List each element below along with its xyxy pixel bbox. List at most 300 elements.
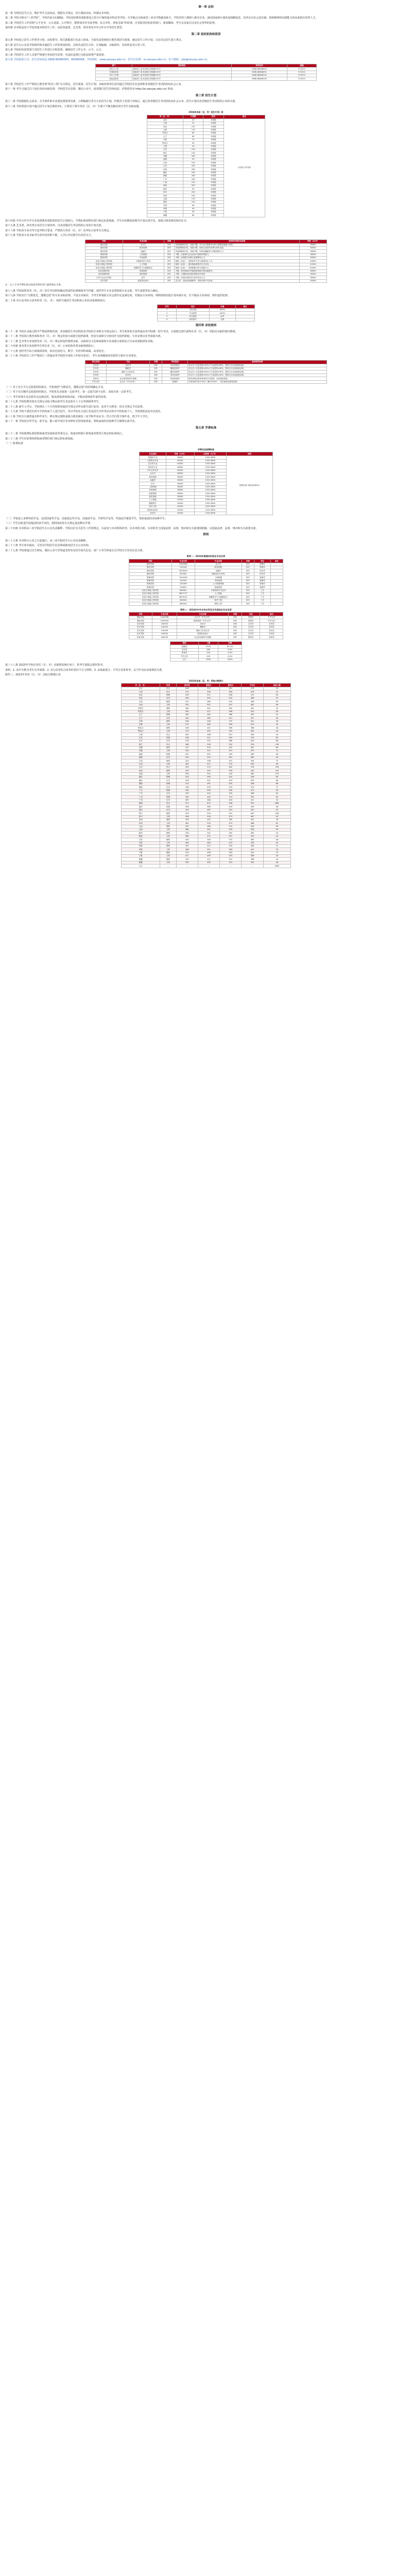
table-cell: 本科批 xyxy=(203,128,224,131)
table-cell: 138 xyxy=(263,743,290,746)
table-cell: 498 xyxy=(220,802,242,805)
table-cell: 湖南 xyxy=(122,786,160,789)
table-cell: 辽宁 xyxy=(122,713,160,716)
table-cell: 上海 xyxy=(122,733,160,736)
table-cell: 安徽 xyxy=(147,155,183,158)
table-cell: 管理学 xyxy=(254,566,270,569)
table-cell: 酒店管理 xyxy=(140,495,166,498)
table-cell: 信息与智能工程学院 xyxy=(129,596,172,599)
table-cell: 财经学院 xyxy=(129,563,172,566)
table-cell: 四年 xyxy=(242,599,254,602)
table-cell: 会计学 xyxy=(140,472,166,476)
table-cell: 407 xyxy=(176,808,198,811)
table-cell: — xyxy=(160,865,176,868)
article-24: 第二十四条 体育类专业按照考生所在省（区、市）公布的体育类录取规则执行。 xyxy=(5,345,96,348)
table-row xyxy=(158,318,255,321)
table-cell: 448 xyxy=(198,720,219,723)
table-cell: 吉林 xyxy=(147,138,183,141)
table-cell: 艺术学院 xyxy=(129,629,152,632)
table-cell: 1200-3600 xyxy=(194,466,226,469)
score_table-header-cell: 录取人数 xyxy=(263,684,290,687)
table-cell: 经济学 xyxy=(254,569,270,572)
table-cell: 558 xyxy=(198,743,219,746)
table-cell: 60 xyxy=(183,132,203,135)
table-cell: 366 xyxy=(176,848,198,851)
table-cell: 旅游管理 xyxy=(123,269,164,273)
table-cell: 云南 xyxy=(122,825,160,828)
table-cell: 文科 xyxy=(160,835,176,838)
fee_table-header-cell: 学费（元/年） xyxy=(166,452,194,456)
table-cell: 519 xyxy=(198,766,219,769)
table-cell: 本科批 xyxy=(203,164,224,167)
article-32: 第三十二条 学校收费标准按照海南省发展和改革委员会、海南省财政厅和海南省教育厅核定的标准执行。 xyxy=(5,432,125,436)
chapter-1-title: 第一章 总则 xyxy=(198,6,214,9)
table-cell: 54 xyxy=(263,799,290,802)
table-cell: 90 xyxy=(183,142,203,145)
table-cell: 443 xyxy=(220,779,242,782)
table-cell: 财经学院 xyxy=(85,243,123,246)
table-cell: 四年 xyxy=(229,626,242,629)
table-cell: ≥60% xyxy=(209,308,235,311)
table-cell: 音乐学 xyxy=(177,622,229,625)
table-cell: — xyxy=(220,865,242,868)
table-cell: 管理学 xyxy=(254,582,270,585)
table-cell: 1200-3600 xyxy=(194,462,226,465)
table-cell: 4.0% xyxy=(218,652,242,655)
table-cell: 视觉传达设计 xyxy=(140,509,166,512)
table-cell: 18 xyxy=(263,687,290,690)
table-cell: 482 xyxy=(242,756,263,759)
fee-table-wrap xyxy=(5,448,407,515)
table-cell: 理科 xyxy=(160,838,176,841)
table-cell: 网络工程 xyxy=(195,602,242,605)
table-cell: 本科批 xyxy=(203,148,224,151)
table-cell: 本科批 xyxy=(203,181,224,184)
table-cell: 四年 xyxy=(242,589,254,592)
article-25: 第二十五条 进档考生综合成绩相同时，依次比较语文、数学、外语单科成绩，高者优先。 xyxy=(5,349,107,353)
table-cell: 458 xyxy=(220,693,242,697)
table-row xyxy=(85,279,327,282)
table-cell: 375 xyxy=(176,730,198,733)
chapter-4-title: 第四章 录取规则 xyxy=(195,324,217,328)
table-row xyxy=(170,658,242,661)
small2-table xyxy=(170,641,242,662)
table-cell: 498 xyxy=(198,759,219,762)
table-cell: 432 xyxy=(220,782,242,785)
major_table-header-cell: 选考科目要求及说明 xyxy=(175,240,299,243)
table-cell: 461 xyxy=(176,822,198,825)
table-cell: 120601 xyxy=(171,586,195,589)
table-cell: 20 xyxy=(183,118,203,122)
rule-2: （二）对于实行顺序志愿投档的批次，学校优先录取第一志愿考生；第一志愿生源不足时，录取非第一志愿考生。 xyxy=(5,391,134,394)
table-cell: 307 xyxy=(176,844,198,848)
table-cell: 北京 xyxy=(122,687,160,690)
table-cell: 历史 xyxy=(160,786,176,789)
table-cell: 财经学院 xyxy=(85,250,123,253)
table-cell: 物理 xyxy=(160,776,176,779)
table-cell: 488 xyxy=(176,743,198,746)
table-cell: 管理学院 xyxy=(129,579,172,582)
table-cell: 439 xyxy=(176,789,198,792)
table-cell: 421 xyxy=(220,717,242,720)
table-cell: 509 xyxy=(198,786,219,789)
table-cell: 401 xyxy=(242,848,263,851)
table-cell: 471 xyxy=(198,710,219,713)
table-cell: 四年 xyxy=(242,602,254,605)
table-cell: 工学 xyxy=(254,602,270,605)
table-cell: 安徽 xyxy=(122,750,160,753)
major_table-header-cell: 学院 xyxy=(85,240,123,243)
table-cell: 市场营销 xyxy=(195,579,242,582)
table-cell: 四年 xyxy=(229,632,242,635)
table-cell: 招生办公室 xyxy=(96,67,132,71)
chapter-2-title: 第二章 组织机构和职责 xyxy=(191,32,221,36)
table-cell: 900 xyxy=(183,184,203,188)
score_table-header-cell: 平均分 xyxy=(242,684,263,687)
table-cell: 0898-88386135 xyxy=(232,77,287,80)
table-cell: 389 xyxy=(176,835,198,838)
table-cell: 四年 xyxy=(150,374,162,377)
table-cell: 湖北 xyxy=(122,779,160,782)
table-cell: 管理学院 xyxy=(85,253,123,256)
table-cell: 甘肃 xyxy=(122,841,160,844)
table-cell: 45000 xyxy=(299,279,327,282)
table-cell: 管理学院 xyxy=(85,257,123,260)
table-cell: 综合 xyxy=(160,802,176,805)
table-cell: 不限；注重现代企业运营与管理决策能力。 xyxy=(175,253,299,256)
table-cell: 433 xyxy=(176,812,198,815)
table-cell: 499 xyxy=(198,855,219,858)
table-cell: 120202 xyxy=(171,579,195,582)
table-cell: 金融学 xyxy=(195,569,242,572)
table-cell: 四年 xyxy=(229,622,242,625)
table-cell: 艺术类，须参加省级统考；成绩合格方可录取。 xyxy=(175,279,299,282)
table-cell: 40 xyxy=(183,211,203,214)
table-cell: 工学 xyxy=(254,589,270,592)
table-cell: 物理 xyxy=(160,782,176,785)
table-cell: 405 xyxy=(176,825,198,828)
table-cell: 江西 xyxy=(147,161,183,164)
table-cell: 48 xyxy=(263,703,290,706)
table-cell: 404 xyxy=(176,717,198,720)
rule-3: （三）考生所填专业志愿均无法满足时，服从调剂者调剂录取，不服从调剂者作退档处理。 xyxy=(5,395,109,399)
small_table-header-cell: 序号 xyxy=(158,305,177,309)
table-cell: 130 xyxy=(183,161,203,164)
table-cell: 886 xyxy=(263,802,290,805)
table-cell: 本科批 xyxy=(203,184,224,188)
article-14: 第十四条 中外合作办学专业按照教育部批准的招生计划执行，学费标准按物价部门核定标准收取。学生在校期间按教学计划完成学业，成绩合格者颁发相应证书。 xyxy=(5,219,189,223)
table-cell: 461 xyxy=(242,703,263,706)
table-cell: 484 xyxy=(198,841,219,844)
table-cell: 信息与智能工程学院 xyxy=(85,266,123,269)
table-cell: 48 xyxy=(263,838,290,841)
major-list2-caption: 附件二：2024年中外合作办学及艺术类招生专业目录 xyxy=(180,608,232,611)
table-cell: 458 xyxy=(242,855,263,858)
table-cell: 80 xyxy=(263,736,290,739)
table-cell: 466 xyxy=(242,697,263,700)
table-cell: 42 xyxy=(263,713,290,716)
art-table xyxy=(85,360,327,384)
table-cell xyxy=(235,318,254,321)
table-cell: 80 xyxy=(183,214,203,217)
table-cell: 天津 xyxy=(122,690,160,693)
table-cell: 54 xyxy=(263,832,290,835)
table-cell: 1200-3600 xyxy=(194,512,226,515)
table-cell: 412 xyxy=(242,723,263,726)
table-cell: 346 xyxy=(176,726,198,730)
table-cell: 艺术类 xyxy=(260,626,283,629)
table-cell: 本科批 xyxy=(203,174,224,177)
table-cell: 陕西 xyxy=(122,832,160,835)
table-cell: 云南 xyxy=(122,828,160,832)
article-16: 第十六条 学校各专业对考生选考科目要求，严格执行各省（区、市）高考综合改革有关规定。 xyxy=(5,229,112,232)
table-cell: 综合 xyxy=(160,743,176,746)
table-cell: 492 xyxy=(198,769,219,772)
table-cell: 424 xyxy=(176,759,198,762)
table-cell: 文科 xyxy=(160,723,176,726)
table-cell: 四年 xyxy=(164,279,175,282)
article-35: 第三十五条 本章程自公布之日起施行，由三亚学院招生办公室负责解释。 xyxy=(5,539,89,543)
table-cell: 459 xyxy=(242,779,263,782)
table-cell: 499 xyxy=(198,776,219,779)
table-cell: 山西 xyxy=(147,128,183,131)
table-cell: 新疆 xyxy=(122,858,160,861)
table-cell: 36 xyxy=(263,717,290,720)
table-cell: 本科批 xyxy=(203,125,224,128)
table-cell: 艺术学 xyxy=(242,629,260,632)
table-cell: 499 xyxy=(242,739,263,742)
table-cell: 451 xyxy=(220,812,242,815)
table-cell: 459 xyxy=(198,730,219,733)
table-cell: 1200-3600 xyxy=(194,472,226,476)
table-cell: 452 xyxy=(220,697,242,700)
article-21: 第二十一条 学校在录取过程中严格按照教育部、各省级招生考试机构及学校招生章程有关规定执行。考生须参加全国普通高等学校统一招生考试，且成绩达到生源所在省（区、市）同批次录取控制分数线。 xyxy=(5,330,238,333)
table-cell: 430 xyxy=(176,697,198,700)
table-cell: 471 xyxy=(242,789,263,792)
table-cell: 江西 xyxy=(122,762,160,766)
article-13: 第十三条 学校预留计划不超过招生计划总数的1%，主要用于调节各省（区、市）生源不平衡及解决同分考生录取问题。 xyxy=(5,105,142,108)
table-cell: 36000 xyxy=(166,488,194,492)
table-cell: 486 xyxy=(220,739,242,742)
table-cell: 本科批 xyxy=(203,171,224,174)
contact_table-header-cell: 咨询电话 xyxy=(232,64,287,67)
table-cell: 50 xyxy=(263,828,290,832)
table-cell: 文科 xyxy=(160,730,176,733)
table-cell: 509 xyxy=(198,789,219,792)
table-cell: 湖南 xyxy=(147,174,183,177)
table-cell: 443 xyxy=(220,855,242,858)
table-cell: 38000 xyxy=(166,466,194,469)
table-cell: 446 xyxy=(198,838,219,841)
table-cell: 国际学院 xyxy=(129,619,152,622)
table-cell: 40000 xyxy=(299,266,327,269)
table-cell: 四年 xyxy=(150,364,162,367)
table-cell: 36000 xyxy=(166,495,194,498)
major_list2-header-cell: 学制 xyxy=(229,613,242,616)
plan_table-header-cell: 批次 xyxy=(203,115,224,118)
table-cell: 广东 xyxy=(122,792,160,795)
small_table-header-cell: 项目 xyxy=(177,305,209,309)
art_table-header-cell: 学制 xyxy=(150,360,162,364)
table-cell: 理科 xyxy=(160,818,176,821)
table-cell: 45000 xyxy=(166,512,194,515)
article-15: 第十五条 艺术类、体育类专业招生计划单列，以各省级招生考试机构公布的计划为准。 xyxy=(5,224,104,228)
table-cell: 艺术学 xyxy=(242,622,260,625)
table-cell: 山东 xyxy=(147,164,183,167)
table-cell: 本科批 xyxy=(203,191,224,194)
table-cell: 艺术类 xyxy=(260,622,283,625)
table-cell: 旅业管理学院 xyxy=(85,273,123,276)
table-cell: 历史 xyxy=(160,799,176,802)
table-cell: 36000 xyxy=(299,257,327,260)
table-cell: 四年 xyxy=(164,243,175,246)
table-cell: 河北 xyxy=(122,697,160,700)
table-cell: 首选物理或历史，再选不限；面向企业财务决策与资本运营。 xyxy=(175,246,299,249)
table-cell: 130502 xyxy=(152,632,177,635)
table-cell: 392 xyxy=(176,710,198,713)
table-cell: 463 xyxy=(220,736,242,739)
table-cell: 36000 xyxy=(299,269,327,273)
table-cell: 河南 xyxy=(122,772,160,775)
table-cell: 431 xyxy=(176,753,198,756)
table-cell: 448 xyxy=(242,782,263,785)
table-cell: 409 xyxy=(242,730,263,733)
table-cell: 472 xyxy=(242,693,263,697)
table-cell: 356 xyxy=(242,844,263,848)
table-cell: 中外合作 xyxy=(260,616,283,619)
table-cell: 理科 xyxy=(160,825,176,828)
table-row xyxy=(129,636,283,639)
table-cell: 020301K xyxy=(171,569,195,572)
article-10: 第十条 学校招生工作严格执行教育部“阳光工程”有关规定，招生政策、招生计划、录取结果等信息均通过学校招生信息网和各省级招生考试机构向社会公布。 xyxy=(5,82,184,86)
table-cell: 040203 xyxy=(152,636,177,639)
table-row xyxy=(96,77,317,80)
contact-info[interactable]: 第九条 学校联系方式：招生咨询电话 0898-88386000、88386068；学校网址：www.sanyau.edu.cn；招生信息网：zs.sanyau.edu.cn；电子邮箱：zsb@sanyau.edu.cn。 xyxy=(5,58,210,61)
article-1: 第一条 为规范招生行为，维护考生合法权益，根据有关规定，结合我校实际，特制定本章程。 xyxy=(5,11,112,15)
table-cell: 374 xyxy=(220,795,242,799)
table-cell: 36000 xyxy=(299,273,327,276)
table-cell: 广西 xyxy=(122,795,160,799)
small2-header-cell: 比例 xyxy=(218,641,242,645)
table-cell: 445 xyxy=(242,769,263,772)
table-cell: 72 xyxy=(263,786,290,789)
fee_table-header-cell: 专业类别 xyxy=(140,452,166,456)
table-cell: 历史 xyxy=(160,697,176,700)
table-cell: 本科批 xyxy=(203,204,224,207)
table-cell: 472 xyxy=(242,750,263,753)
score-explain: 说明：1. 表中分数为考生实考成绩；2. 实行高考综合改革的省份不分文理科；3. 录取最低分、平均分仅供参考，以当年实际录取情况为准。 xyxy=(5,668,165,672)
table-cell: 内蒙古 xyxy=(122,707,160,710)
table-row xyxy=(85,380,327,383)
table-cell: 572022 xyxy=(287,77,317,80)
table-cell: 40 xyxy=(263,730,290,733)
table-cell: 96 xyxy=(263,789,290,792)
fee-table-caption: 学费及住宿费标准 xyxy=(198,448,214,451)
table-cell: 447 xyxy=(220,703,242,706)
table-cell: 336 xyxy=(176,832,198,835)
table-cell: 首选物理或历史，再选不限；培养金融服务与风险管理人才。 xyxy=(175,250,299,253)
table-cell: 北京 xyxy=(147,118,183,122)
table-cell: 406 xyxy=(176,841,198,844)
table-cell: 物理 xyxy=(160,736,176,739)
table-cell: 视觉传达设计 xyxy=(123,279,164,282)
table-cell: 艺术学院 xyxy=(129,632,152,635)
table-cell: 480 xyxy=(176,828,198,832)
table-cell: 四年 xyxy=(242,563,254,566)
table-cell: 405 xyxy=(220,799,242,802)
table-cell: 播音与主持艺术 xyxy=(107,370,150,374)
table-cell: 140 xyxy=(183,194,203,197)
table-cell: 本科批 xyxy=(203,138,224,141)
table-cell: 综合 xyxy=(160,766,176,769)
table-cell: 387 xyxy=(176,799,198,802)
table-cell: 486 xyxy=(198,825,219,828)
table-cell: 财务管理 xyxy=(123,246,164,249)
table-cell: — xyxy=(198,865,219,868)
table-cell: 体育类 xyxy=(170,652,199,655)
table-cell: 管理学 xyxy=(254,586,270,589)
table-cell: 四年 xyxy=(164,276,175,279)
table-cell: 42000 xyxy=(166,499,194,502)
plan_table-header-cell: 计划数 xyxy=(183,115,203,118)
table-cell: 415 xyxy=(176,700,198,703)
fee-subtitle: （一）收费标准 xyxy=(5,442,24,446)
table-cell: 80 xyxy=(183,135,203,138)
table-cell: 120203K xyxy=(171,563,195,566)
table-cell: 393 xyxy=(220,730,242,733)
table-cell: 120204 xyxy=(171,566,195,569)
fee-note-2: （二）学校设立多种奖助学金，包括国家奖学金、国家励志奖学金、国家助学金、学校奖学金等，奖励品学兼优学生，资助家庭经济困难学生。 xyxy=(5,517,168,520)
table-cell: 383 xyxy=(242,832,263,835)
table-cell: 人力资源管理 xyxy=(195,582,242,585)
table-cell: 4.0% xyxy=(218,655,242,658)
table-cell: 439 xyxy=(176,693,198,697)
table-cell: 080902 xyxy=(171,599,195,602)
table-cell: 四年 xyxy=(242,579,254,582)
small_table-header-cell: 备注 xyxy=(235,305,254,309)
table-cell: 四年 xyxy=(150,380,162,383)
table-cell: 四年 xyxy=(229,636,242,639)
table-cell: 40 xyxy=(263,841,290,844)
table-cell: 经济学 xyxy=(254,572,270,575)
major_table-header-cell: 专业名称 xyxy=(123,240,164,243)
plan_table-header-cell: 省（区、市） xyxy=(147,115,183,118)
table-cell: 62 xyxy=(263,822,290,825)
fee-note-3: （三）学生因故退学或提前结束学业的，按照海南省有关规定退还剩余学费。 xyxy=(5,522,93,526)
table-cell: 24 xyxy=(263,690,290,693)
table-cell: 体育类统考 xyxy=(162,377,188,380)
table-cell: 旅游管理（中外合作） xyxy=(177,619,229,622)
article-11: 第十一条 考生可通过以下途径查询录取结果：学校招生信息网、微信公众号，或者拨打招生咨询电话。详情请登录 http://zs.sanyau.edu.cn/ 查询。 xyxy=(5,88,176,91)
table-cell: 38 xyxy=(263,720,290,723)
table-cell: 艺术学院 xyxy=(85,279,123,282)
table-cell: 1200-3600 xyxy=(194,459,226,462)
table-cell: 080910T xyxy=(171,596,195,599)
table-cell: 中外合作办学 xyxy=(140,469,166,472)
table-cell: 重庆 xyxy=(122,808,160,811)
table-cell: 488 xyxy=(242,822,263,825)
table-cell: 412 xyxy=(198,844,219,848)
table-cell: 青海 xyxy=(122,844,160,848)
table-cell: 数据科学与大数据技术 xyxy=(123,266,164,269)
table-cell: 320 xyxy=(176,858,198,861)
score_table-header-cell: 科类 xyxy=(160,684,176,687)
table-cell: 甘肃 xyxy=(147,204,183,207)
table-cell: 90 xyxy=(183,158,203,161)
major-table xyxy=(85,240,327,283)
table-cell: 487 xyxy=(198,808,219,811)
table-cell: 30 xyxy=(263,723,290,726)
